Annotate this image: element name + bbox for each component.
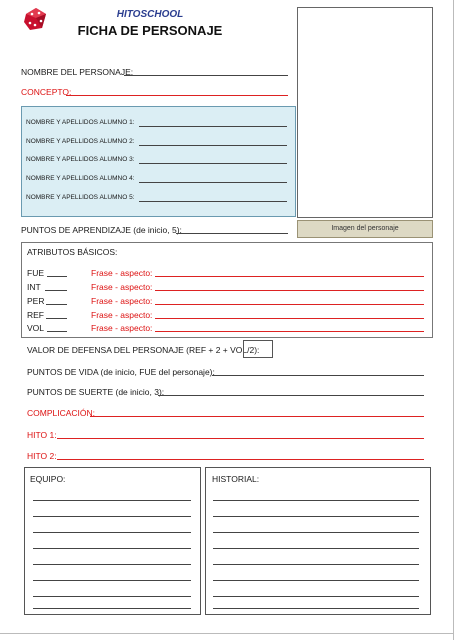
attribute-per-field[interactable]	[46, 304, 67, 305]
attribute-ref-label: REF	[27, 310, 44, 320]
equipment-line[interactable]	[33, 564, 191, 565]
name-field[interactable]	[124, 75, 288, 76]
equipment-line[interactable]	[33, 580, 191, 581]
attribute-fue-phrase-field[interactable]	[155, 276, 424, 277]
defense-field[interactable]	[243, 340, 273, 358]
history-title: HISTORIAL:	[212, 474, 260, 484]
attribute-ref-phrase-field[interactable]	[155, 318, 424, 319]
attribute-vol-field[interactable]	[47, 331, 67, 332]
attribute-vol-label: VOL	[27, 323, 45, 333]
attribute-int-label: INT	[27, 282, 41, 292]
student-1-field[interactable]	[139, 126, 287, 127]
attribute-vol-phrase-field[interactable]	[155, 331, 424, 332]
student-3-field[interactable]	[139, 163, 287, 164]
attribute-ref-field[interactable]	[46, 318, 67, 319]
milestone-1-field[interactable]	[57, 438, 424, 439]
history-line[interactable]	[213, 516, 419, 517]
attribute-int-field[interactable]	[45, 290, 67, 291]
equipment-line[interactable]	[33, 608, 191, 609]
equipment-line[interactable]	[33, 516, 191, 517]
character-image-caption: Imagen del personaje	[297, 220, 433, 238]
learning-points-field[interactable]	[176, 233, 288, 234]
life-points-label: PUNTOS DE VIDA (de inicio, FUE del personaje):	[27, 367, 215, 377]
page-title: FICHA DE PERSONAJE	[77, 23, 223, 38]
equipment-line[interactable]	[33, 532, 191, 533]
milestone-2-label: HITO 2:	[27, 451, 57, 461]
history-line[interactable]	[213, 548, 419, 549]
attribute-ref-phrase-label: Frase - aspecto:	[91, 310, 153, 320]
equipment-line[interactable]	[33, 548, 191, 549]
complication-field[interactable]	[90, 416, 424, 417]
student-2-field[interactable]	[139, 145, 287, 146]
luck-points-field[interactable]	[158, 395, 424, 396]
history-box	[205, 467, 431, 615]
attribute-per-label: PER	[27, 296, 45, 306]
concept-label: CONCEPTO:	[21, 87, 72, 97]
equipment-line[interactable]	[33, 596, 191, 597]
equipment-box	[24, 467, 201, 615]
history-line[interactable]	[213, 608, 419, 609]
student-4-field[interactable]	[139, 182, 287, 183]
attribute-per-phrase-label: Frase - aspecto:	[91, 296, 153, 306]
milestone-1-label: HITO 1:	[27, 430, 57, 440]
attribute-per-phrase-field[interactable]	[155, 304, 424, 305]
history-line[interactable]	[213, 596, 419, 597]
attribute-vol-phrase-label: Frase - aspecto:	[91, 323, 153, 333]
complication-label: COMPLICACIÓN:	[27, 408, 96, 418]
defense-label: VALOR DE DEFENSA DEL PERSONAJE (REF + 2 + VOL/2):	[27, 345, 260, 355]
student-4-label: NOMBRE Y APELLIDOS ALUMNO 4:	[26, 175, 135, 182]
learning-points-label: PUNTOS DE APRENDIZAJE (de inicio, 5):	[21, 225, 182, 235]
brand-name: HITOSCHOOL	[116, 9, 184, 20]
page-edge-bottom	[0, 633, 454, 634]
history-line[interactable]	[213, 564, 419, 565]
milestone-2-field[interactable]	[57, 459, 424, 460]
luck-points-label: PUNTOS DE SUERTE (de inicio, 3):	[27, 387, 165, 397]
concept-field[interactable]	[66, 95, 288, 96]
history-line[interactable]	[213, 500, 419, 501]
student-5-label: NOMBRE Y APELLIDOS ALUMNO 5:	[26, 194, 135, 201]
student-1-label: NOMBRE Y APELLIDOS ALUMNO 1:	[26, 119, 135, 126]
attributes-title: ATRIBUTOS BÁSICOS:	[27, 247, 118, 257]
character-image-box[interactable]	[297, 7, 433, 218]
attribute-int-phrase-label: Frase - aspecto:	[91, 282, 153, 292]
student-3-label: NOMBRE Y APELLIDOS ALUMNO 3:	[26, 156, 135, 163]
history-line[interactable]	[213, 580, 419, 581]
equipment-line[interactable]	[33, 500, 191, 501]
student-5-field[interactable]	[139, 201, 287, 202]
student-2-label: NOMBRE Y APELLIDOS ALUMNO 2:	[26, 138, 135, 145]
history-line[interactable]	[213, 532, 419, 533]
page-edge-right	[453, 0, 454, 640]
equipment-title: EQUIPO:	[30, 474, 66, 484]
attribute-fue-label: FUE	[27, 268, 44, 278]
attribute-fue-field[interactable]	[47, 276, 67, 277]
attribute-fue-phrase-label: Frase - aspecto:	[91, 268, 153, 278]
name-label: NOMBRE DEL PERSONAJE:	[21, 67, 134, 77]
life-points-field[interactable]	[212, 375, 424, 376]
attribute-int-phrase-field[interactable]	[155, 290, 424, 291]
